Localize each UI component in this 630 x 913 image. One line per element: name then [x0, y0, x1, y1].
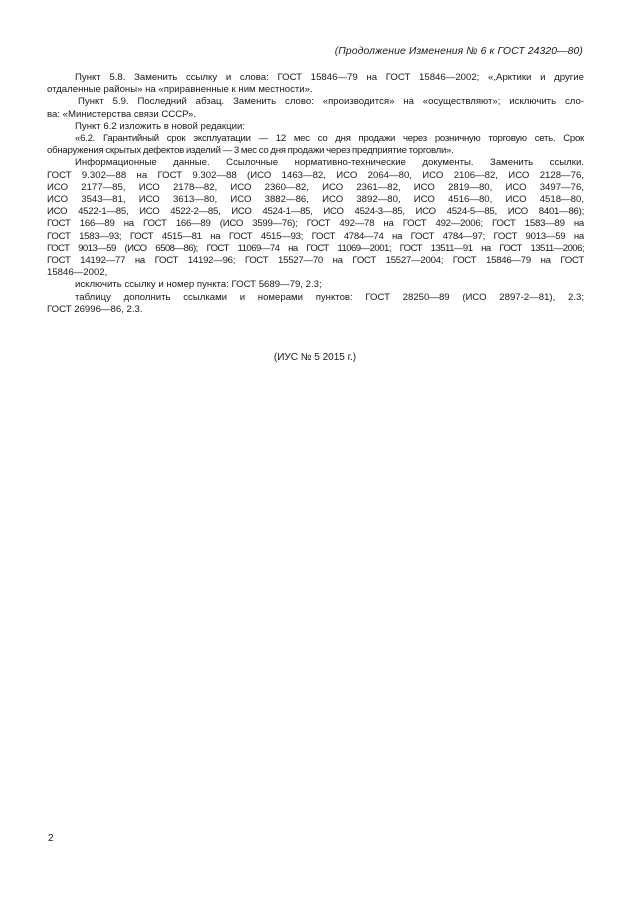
exclude-reference-paragraph: исключить ссылку и номер пункта: ГОСТ 5689—79, 2.3; — [75, 279, 322, 291]
paragraph-6-2-intro: Пункт 6.2 изложить в новой редакции: — [75, 120, 245, 132]
info-line: Информационные данные. Ссылочные нормативно-технические документы. Заменить ссылки. — [75, 157, 584, 169]
info-line: ГОСТ 9.302—88 на ГОСТ 9.302—88 (ИСО 1463—82, ИСО 2064—80, ИСО 2106—82, ИСО 2128—76, — [47, 169, 584, 181]
info-line: ИСО 4522-1—85, ИСО 4522-2—85, ИСО 4524-1—85, ИСО 4524-3—85, ИСО 4524-5—85, ИСО 8401—86); — [47, 206, 584, 218]
info-line: ГОСТ 166—89 на ГОСТ 166—89 (ИСО 3599—76); ГОСТ 492—78 на ГОСТ 492—2006; ГОСТ 1583—89 на — [47, 218, 584, 230]
publication-source: (ИУС № 5 2015 г.) — [273, 352, 357, 363]
table-additions-line-2: ГОСТ 26996—86, 2.3. — [47, 303, 143, 315]
info-line: ИСО 3543—81, ИСО 3613—80, ИСО 3882—86, ИСО 3892—80, ИСО 4516—80, ИСО 4518—80, — [47, 194, 584, 206]
continuation-header: (Продолжение Изменения № 6 к ГОСТ 24320—80) — [334, 46, 583, 57]
paragraph-5-8-line-2: отдаленные районы» на «приравненные к ним местности». — [47, 84, 313, 96]
paragraph-6-2-text-line-2: обнаружения скрытых дефектов изделий — 3 мес со дня продажи через предприятие торговли». — [47, 145, 454, 157]
paragraph-5-9 — [47, 96, 584, 120]
table-additions-paragraph — [47, 292, 584, 316]
paragraph-6-2-text-line-1: «6.2. Гарантийный срок эксплуатации — 12 мес со дня продажи через розничную торговую сеть. Срок — [75, 133, 584, 145]
info-line: ГОСТ 14192—77 на ГОСТ 14192—96; ГОСТ 15527—70 на ГОСТ 15527—2004; ГОСТ 15846—79 на ГОСТ — [47, 255, 584, 267]
info-data-paragraph — [47, 157, 584, 279]
paragraph-5-8-line-1: Пункт 5.8. Заменить ссылку и слова: ГОСТ 15846—79 на ГОСТ 15846—2002; «,Арктики и другие — [75, 72, 584, 83]
paragraph-5-9-line-2: ва: «Министерства связи СССР». — [47, 108, 196, 120]
info-line: ГОСТ 1583—93; ГОСТ 4515—81 на ГОСТ 4515—93; ГОСТ 4784—74 на ГОСТ 4784—97; ГОСТ 9013—59 на — [47, 230, 584, 242]
paragraph-6-2-text — [47, 133, 584, 157]
info-line: 15846—2002, — [47, 267, 108, 279]
table-additions-line-1: таблицу дополнить ссылками и номерами пунктов: ГОСТ 28250—89 (ИСО 2897-2—81), 2.3; — [75, 291, 584, 303]
paragraph-5-9-line-1: Пункт 5.9. Последний абзац. Заменить слово: «производится» на «осуществляют»; исключить сло- — [78, 96, 584, 108]
page-number: 2 — [48, 833, 54, 844]
info-line: ГОСТ 9013—59 (ИСО 6508—86); ГОСТ 11069—74 на ГОСТ 11069—2001; ГОСТ 13511—91 на ГОСТ 13511—2006; — [47, 242, 584, 254]
document-body — [47, 72, 584, 316]
paragraph-5-8 — [47, 72, 584, 96]
info-line: ИСО 2177—85, ИСО 2178—82, ИСО 2360—82, ИСО 2361—82, ИСО 2819—80, ИСО 3497—76, — [47, 181, 584, 193]
